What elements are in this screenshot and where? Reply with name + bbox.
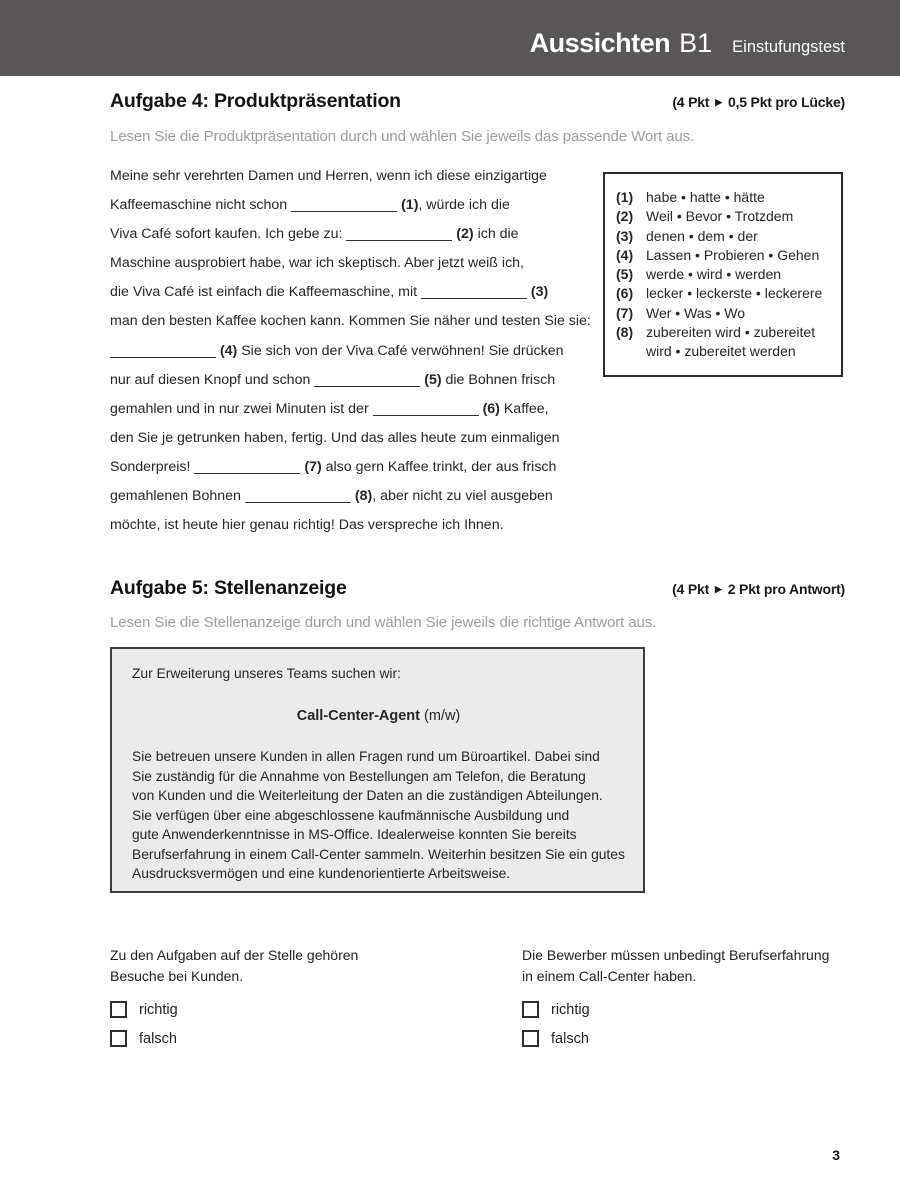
option-choices: Weil • Bevor • Trotzdem (646, 208, 794, 225)
paragraph-text: , würde ich die (418, 197, 510, 214)
paragraph-line (110, 162, 591, 191)
paragraph-line (110, 220, 591, 249)
answer-blank[interactable] (110, 343, 216, 357)
task4-heading-row (110, 90, 845, 113)
option-number: (3) (616, 227, 634, 244)
checkbox[interactable] (522, 1030, 539, 1047)
arrow-icon: ▶ (715, 584, 722, 594)
answer-blank[interactable] (291, 198, 397, 212)
paragraph-line (110, 482, 591, 511)
task5-points-prefix: (4 Pkt (672, 581, 710, 597)
checkbox[interactable] (522, 1001, 539, 1018)
job-title: Call-Center-Agent (296, 708, 420, 724)
option-number: (1) (616, 189, 634, 205)
task5-heading-row (110, 577, 845, 600)
paragraph-line (110, 249, 591, 278)
paragraph-text: die Bohnen frisch (441, 371, 556, 388)
paragraph-text: Kaffee, (499, 400, 549, 417)
ad-body-line: Sie verfügen über eine abgeschlossene kaufmännische Ausbildung und (132, 807, 570, 823)
paragraph-text: Sie sich von der Viva Café verwöhnen! Sie drücken (237, 342, 564, 359)
answer-option-row (522, 1001, 845, 1018)
option-number: (5) (616, 266, 634, 283)
job-title-suffix: (m/w) (420, 708, 461, 724)
option-number: (4) (616, 246, 634, 263)
option-number: (7) (616, 304, 634, 321)
question-text: in einem Call-Center haben. (522, 968, 697, 984)
ad-body-line: Sie betreuen unsere Kunden in allen Fragen rund um Büroartikel. Dabei sind (132, 749, 600, 764)
option-number: (2) (616, 208, 634, 225)
option-number: (6) (616, 285, 634, 302)
paragraph-text: möchte, ist heute hier genau richtig! Das verspreche ich Ihnen. (110, 517, 504, 534)
task4-points-prefix: (4 Pkt (672, 94, 710, 110)
gap-number: (8) (350, 488, 373, 505)
answer-option-row (110, 1030, 522, 1047)
answer-blank[interactable] (194, 460, 300, 474)
word-bank-option (616, 323, 835, 362)
answer-blank[interactable] (346, 227, 452, 241)
arrow-icon: ▶ (715, 97, 722, 107)
task4-points (672, 94, 845, 110)
gap-number: (3) (526, 284, 549, 301)
questions-row (110, 945, 845, 1047)
checkbox[interactable] (110, 1030, 127, 1047)
paragraph-text: Kaffeemaschine nicht schon (110, 197, 292, 214)
paragraph-line (110, 453, 591, 482)
word-bank-option (616, 227, 835, 246)
ad-body-line: gute Anwenderkenntnisse in MS-Office. Idealerweise konnten Sie bereits (132, 827, 577, 842)
paragraph-text: Viva Café sofort kaufen. Ich gebe zu: (110, 226, 347, 243)
ad-body-line: von Kunden und die Weiterleitung der Daten an die zuständigen Abteilungen. (132, 788, 603, 803)
checkbox-label: falsch (139, 1030, 177, 1047)
question-text: Die Bewerber müssen unbedingt Berufserfahrung (522, 947, 830, 963)
paragraph-text: , aber nicht zu viel ausgeben (372, 488, 553, 505)
answer-option-row (110, 1001, 522, 1018)
paragraph-line (110, 278, 591, 307)
gap-number: (6) (478, 400, 500, 417)
task4-title: Aufgabe 4: Produktpräsentation (110, 90, 401, 112)
ad-body-line: Ausdrucksvermögen und eine kundenorientierte Arbeitsweise. (132, 866, 511, 881)
gap-number: (1) (397, 197, 419, 214)
paragraph-text: nur auf diesen Knopf und schon (110, 371, 315, 388)
gap-number: (7) (300, 458, 322, 475)
answer-option-row (522, 1030, 845, 1047)
gap-number: (5) (420, 371, 442, 388)
option-choices: habe • hatte • hätte (646, 189, 765, 205)
task5-instruction: Lesen Sie die Stellenanzeige durch und wählen Sie jeweils die richtige Antwort aus. (110, 614, 657, 631)
paragraph-line (110, 337, 591, 366)
question-block (522, 945, 845, 1047)
task4-instruction: Lesen Sie die Produktpräsentation durch und wählen Sie jeweils das passende Wort aus. (110, 128, 695, 145)
paragraph-text: die Viva Café ist einfach die Kaffeemaschine, mit (110, 284, 421, 301)
paragraph-text: also gern Kaffee trinkt, der aus frisch (321, 458, 557, 475)
ad-job-title-line (132, 707, 625, 725)
word-bank-option (616, 207, 835, 226)
answer-blank[interactable] (421, 285, 527, 299)
paragraph-text: ich die (473, 226, 519, 243)
paragraph-line (110, 424, 591, 453)
paragraph-text: Meine sehr verehrten Damen und Herren, wenn ich diese einzigartige (110, 168, 547, 184)
paragraph-text: Maschine ausprobiert habe, war ich skeptisch. Aber jetzt weiß ich, (110, 255, 524, 272)
ad-intro: Zur Erweiterung unseres Teams suchen wir: (132, 666, 401, 681)
option-choices: denen • dem • der (646, 227, 758, 244)
word-bank-option (616, 304, 835, 323)
gap-number: (2) (452, 226, 474, 243)
brand-level: B1 (679, 28, 713, 58)
paragraph-text: gemahlen und in nur zwei Minuten ist der (110, 400, 373, 417)
task5-title: Aufgabe 5: Stellenanzeige (110, 577, 347, 599)
word-bank-option (616, 284, 835, 303)
ad-body-line: Sie zuständig für die Annahme von Bestellungen am Telefon, die Beratung (132, 768, 586, 784)
task4-points-suffix: 0,5 Pkt pro Lücke) (728, 94, 845, 110)
header-bar (0, 0, 900, 76)
paragraph-line (110, 511, 591, 540)
task4-paragraph (110, 162, 591, 540)
ad-body (132, 747, 625, 884)
option-choices: werde • wird • werden (646, 266, 782, 283)
word-bank-option (616, 265, 835, 284)
checkbox[interactable] (110, 1001, 127, 1018)
question-block (110, 945, 522, 1047)
paragraph-line (110, 307, 591, 336)
option-choices: zubereiten wird • zubereitet wird • zubereitet werden (646, 324, 816, 360)
answer-blank[interactable] (373, 402, 479, 416)
gap-number: (4) (216, 342, 238, 359)
paragraph-text: man den besten Kaffee kochen kann. Kommen Sie näher und testen Sie sie: (110, 313, 591, 330)
option-choices: Lassen • Probieren • Gehen (646, 246, 820, 263)
option-number: (8) (616, 324, 634, 341)
task5-points (672, 581, 845, 597)
option-choices: lecker • leckerste • leckerere (646, 285, 823, 302)
brand-title: Aussichten (529, 28, 671, 58)
word-bank-box (603, 172, 843, 377)
checkbox-label: falsch (551, 1030, 589, 1047)
paragraph-line (110, 191, 591, 220)
paragraph-line (110, 395, 591, 424)
paragraph-text: Sonderpreis! (110, 458, 195, 475)
paragraph-text: den Sie je getrunken haben, fertig. Und das alles heute zum einmaligen (110, 429, 560, 446)
ad-body-line: Berufserfahrung in einem Call-Center sammeln. Weiterhin besitzen Sie ein gutes (132, 846, 625, 862)
task5-points-suffix: 2 Pkt pro Antwort) (727, 581, 845, 597)
checkbox-label: richtig (139, 1001, 178, 1018)
paragraph-text: gemahlenen Bohnen (110, 488, 245, 505)
option-choices: Wer • Was • Wo (646, 304, 745, 321)
answer-blank[interactable] (314, 372, 420, 386)
word-bank-option (616, 188, 835, 207)
header-subtitle: Einstufungstest (732, 38, 845, 56)
question-text: Besuche bei Kunden. (110, 968, 244, 984)
checkbox-label: richtig (551, 1001, 590, 1018)
paragraph-line (110, 366, 591, 395)
answer-blank[interactable] (245, 489, 351, 503)
question-text: Zu den Aufgaben auf der Stelle gehören (110, 947, 359, 963)
job-ad-box (110, 647, 645, 893)
word-bank-option (616, 246, 835, 265)
page-number: 3 (832, 1147, 840, 1163)
